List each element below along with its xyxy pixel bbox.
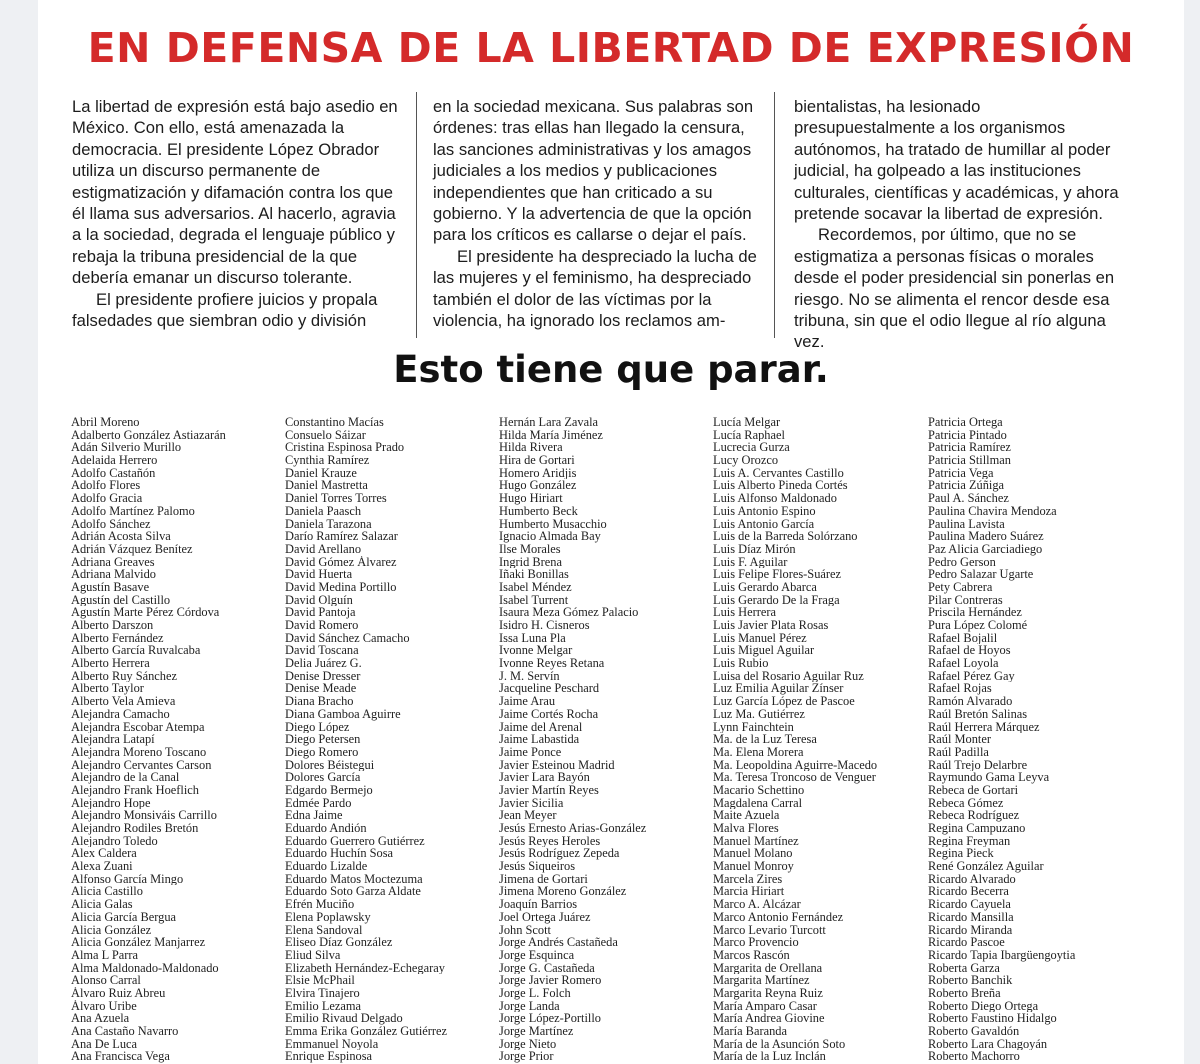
signatory-name: Elsie McPhail: [285, 974, 355, 987]
signatory-name: Patricia Ramírez: [928, 441, 1011, 455]
signatory-name: Darío Ramírez Salazar: [285, 530, 398, 543]
signatory-name: René González Aguilar: [928, 860, 1044, 873]
signatory-name: Alicia Castillo: [71, 885, 143, 899]
signatory-name: Ma. Elena Morera: [713, 745, 804, 759]
signatory-name: Margarita Reyna Ruiz: [713, 986, 823, 1000]
signatory-name: Raymundo Gama Leyva: [928, 771, 1050, 784]
signatory-name: Adolfo Sánchez: [71, 517, 151, 531]
signatory-name: Jorge Andrés Castañeda: [499, 936, 618, 949]
signatory-name: Rafael Rojas: [928, 682, 992, 696]
signatory-name: Alexa Zuani: [71, 860, 133, 873]
signatory-name: Patricia Pintado: [928, 428, 1007, 442]
signatory-name: Alejandro Rodiles Bretón: [71, 822, 199, 835]
signatory-name: Jorge López-Portillo: [499, 1012, 601, 1025]
signatory-name: Adelaida Herrero: [71, 454, 158, 467]
signatory-name: Alberto Vela Amieva: [71, 695, 176, 708]
signatory-name: Patricia Vega: [928, 466, 994, 480]
signatory-name: Eliseo Díaz González: [285, 936, 393, 949]
signatory-name: David Arellano: [285, 542, 362, 556]
signatory-name: Jesús Reyes Heroles: [499, 834, 601, 848]
signatory-name: Alicia García Bergua: [71, 910, 177, 924]
signatory-name: Lynn Fainchtein: [713, 720, 794, 734]
signatory-name: Luz Emilia Aguilar Zínser: [713, 682, 844, 696]
signatory-name: Ivonne Reyes Retana: [499, 657, 605, 670]
signatory-name: Ricardo Becerra: [928, 885, 1009, 899]
signatory-name: Maite Azuela: [713, 809, 780, 822]
signatory-name: Luis Alfonso Maldonado: [713, 492, 837, 505]
signatory-name: Adriana Malvido: [71, 568, 156, 581]
signatory-name: María Andrea Giovine: [713, 1012, 825, 1025]
signatory-name: Regina Pieck: [928, 847, 994, 861]
signatory-name: Rebeca Gómez: [928, 796, 1004, 810]
signatory-name: Joaquín Barrios: [499, 898, 578, 911]
paragraph: bientalistas, ha lesionado presupuestalmente a los organismos autónomos, ha tratado de humillar al poder judicial, ha golpeado a las instituciones culturales, científicas y académicas, y ahora pretende socavar la libertad de expresión.: [794, 97, 1119, 224]
signatory-name: Eduardo Huchín Sosa: [285, 847, 394, 861]
subheadline: Esto tiene que parar.: [393, 348, 829, 391]
signatory-name: Jacqueline Peschard: [499, 682, 600, 696]
signatory-name: Pilar Contreras: [928, 593, 1003, 607]
signatory-name: Ma. de la Luz Teresa: [713, 733, 817, 746]
signatory-name: Ana Castaño Navarro: [71, 1025, 179, 1038]
signatory-name: Paulina Lavista: [928, 517, 1005, 531]
signatory-name: Constantino Macías: [285, 416, 384, 429]
signatory-name: Pety Cabrera: [928, 580, 993, 594]
paragraph: en la sociedad mexicana. Sus palabras son órdenes: tras ellas han llegado la censura, las sanciones administrativas y los amagos judiciales a los medios y publicaciones independientes que han criticado a su gobierno. Y la advertencia de que la opción para los críticos es callarse o dejar el país.: [433, 97, 754, 245]
signatory-name: Lucía Raphael: [713, 428, 785, 442]
signatory-name: Alejandro Monsiváis Carrillo: [71, 809, 217, 822]
signatory-name: Edgardo Bermejo: [285, 783, 373, 797]
signatory-name: Alejandro Frank Hoeflich: [71, 783, 199, 797]
signatory-name: Ricardo Cayuela: [928, 898, 1011, 911]
signatory-name: Elizabeth Hernández-Echegaray: [285, 961, 445, 975]
signatory-name: Marcela Zires: [713, 872, 783, 886]
signatory-name: Alonso Carral: [71, 974, 141, 987]
signatory-name: Adolfo Flores: [71, 479, 141, 493]
signatory-name: María de la Asunción Soto: [713, 1037, 846, 1051]
signatory-name: David Pantoja: [285, 606, 356, 619]
signatory-name: Alejandra Camacho: [71, 707, 170, 721]
signatory-name: Alberto Herrera: [71, 657, 150, 670]
signatory-name: Alejandro Cervantes Carson: [71, 758, 212, 772]
signatory-name: Daniel Krauze: [285, 466, 357, 480]
signatory-name: Isabel Méndez: [499, 580, 572, 594]
signatory-name: Eduardo Andión: [285, 822, 367, 835]
signatory-name: Alicia Galas: [71, 898, 133, 911]
signatory-name: Regina Campuzano: [928, 822, 1026, 835]
signatory-name: David Gómez Álvarez: [285, 555, 397, 569]
signatory-name: Denise Dresser: [285, 669, 361, 683]
signatory-name: Ma. Leopoldina Aguirre-Macedo: [713, 758, 878, 772]
signatory-name: Luz García López de Pascoe: [713, 695, 855, 708]
signatory-name: Jorge Martínez: [499, 1025, 574, 1038]
signatory-name: Alejandra Moreno Toscano: [71, 745, 207, 759]
signatory-name: Hira de Gortari: [499, 454, 575, 467]
signatory-name: Luis Díaz Mirón: [713, 542, 796, 556]
signatory-name: Jorge L. Folch: [499, 986, 571, 1000]
signatory-name: John Scott: [499, 923, 551, 937]
signatory-name: Margarita de Orellana: [713, 961, 823, 975]
signatory-name: Agustín Marte Pérez Córdova: [71, 606, 220, 619]
signatory-name: Macario Schettino: [713, 783, 805, 797]
signatory-name: Javier Esteinou Madrid: [499, 758, 615, 772]
signatory-name: Manuel Martínez: [713, 834, 799, 848]
signatories-column-3: [499, 416, 711, 1063]
signatory-name: Ilse Morales: [499, 542, 561, 556]
signatory-name: Luis Alberto Pineda Cortés: [713, 479, 848, 493]
signatory-name: Emma Erika González Gutiérrez: [285, 1025, 448, 1038]
signatory-name: Raúl Herrera Márquez: [928, 720, 1040, 734]
signatory-name: Luis Antonio García: [713, 517, 815, 531]
signatory-name: Roberto Machorro: [928, 1050, 1020, 1064]
signatory-name: Patricia Zúñiga: [928, 479, 1005, 493]
signatory-name: Marcia Hiriart: [713, 885, 785, 899]
signatory-name: Dolores Béistegui: [285, 758, 375, 772]
signatory-name: Daniela Tarazona: [285, 517, 372, 531]
signatory-name: Marcos Rascón: [713, 948, 790, 962]
signatory-name: David Olguín: [285, 593, 353, 607]
signatory-name: Alicia González: [71, 923, 152, 937]
signatory-name: Raúl Padilla: [928, 745, 989, 759]
signatory-name: Rebeca de Gortari: [928, 783, 1019, 797]
signatory-name: David Huerta: [285, 568, 353, 581]
signatory-name: Paulina Chavira Mendoza: [928, 504, 1057, 518]
signatory-name: Luis Herrera: [713, 606, 776, 619]
signatory-name: María Baranda: [713, 1025, 787, 1038]
signatory-name: Elena Poplawsky: [285, 910, 371, 924]
paragraph: El presidente ha despreciado la lucha de las mujeres y el feminismo, ha despreciado también el dolor de las víctimas por la violencia, ha ignorado los reclamos am-: [433, 246, 757, 331]
signatory-name: Luis Felipe Flores-Suárez: [713, 568, 842, 581]
signatory-name: Alejandro de la Canal: [71, 771, 180, 784]
signatory-name: Rebeca Rodríguez: [928, 809, 1020, 822]
signatory-name: J. M. Servín: [499, 669, 560, 683]
signatory-name: David Sánchez Camacho: [285, 631, 410, 645]
signatory-name: Roberto Gavaldón: [928, 1025, 1020, 1038]
signatory-name: Diana Gamboa Aguirre: [285, 707, 401, 721]
signatory-name: Margarita Martínez: [713, 974, 810, 987]
signatory-name: Lucía Melgar: [713, 416, 781, 429]
signatory-name: Alex Caldera: [71, 847, 137, 861]
signatory-name: Dolores García: [285, 771, 361, 784]
signatory-name: Jimena de Gortari: [499, 872, 588, 886]
signatory-name: Rafael Bojalil: [928, 631, 998, 645]
signatory-name: Alejandra Latapí: [71, 733, 155, 746]
signatory-name: Adolfo Gracia: [71, 492, 143, 505]
signatories-column-1: [71, 416, 283, 1063]
signatory-name: Ricardo Alvarado: [928, 872, 1016, 886]
signatory-name: Luz Ma. Gutiérrez: [713, 707, 805, 721]
signatory-name: Ivonne Melgar: [499, 644, 573, 658]
signatory-name: Paul A. Sánchez: [928, 492, 1009, 505]
signatory-name: Diego Romero: [285, 745, 359, 759]
signatory-name: Raúl Bretón Salinas: [928, 707, 1028, 721]
signatory-name: Alejandra Escobar Atempa: [71, 720, 205, 734]
signatory-name: Rafael de Hoyos: [928, 644, 1011, 658]
signatory-name: Luis Gerardo De la Fraga: [713, 593, 840, 607]
signatory-name: Ricardo Tapia Ibargüengoytia: [928, 948, 1076, 962]
signatory-name: Luis Antonio Espino: [713, 504, 816, 518]
signatory-name: Issa Luna Pla: [499, 631, 566, 645]
signatory-name: Alma Maldonado-Maldonado: [71, 961, 219, 975]
signatory-name: Emmanuel Noyola: [285, 1037, 379, 1051]
signatory-name: Alberto Darszon: [71, 619, 154, 632]
signatory-name: Roberta Garza: [928, 961, 1000, 975]
newspaper-page: [38, 0, 1184, 1064]
signatory-name: Luis Manuel Pérez: [713, 631, 807, 645]
signatory-name: Isabel Turrent: [499, 593, 569, 607]
signatory-name: Javier Martín Reyes: [499, 783, 599, 797]
signatory-name: Joel Ortega Juárez: [499, 910, 591, 924]
signatory-name: Daniela Paasch: [285, 504, 362, 518]
signatory-name: Jesús Ernesto Arias-González: [499, 822, 647, 835]
signatory-name: Luis Miguel Aguilar: [713, 644, 815, 658]
paragraph: El presidente profiere juicios y propala falsedades que siembran odio y división: [72, 289, 378, 331]
signatory-name: Hugo González: [499, 479, 577, 493]
signatory-name: Iñaki Bonillas: [499, 568, 569, 581]
signatory-name: Luis de la Barreda Solórzano: [713, 530, 858, 543]
signatory-name: Ricardo Pascoe: [928, 936, 1005, 949]
signatory-name: Ingrid Brena: [499, 555, 562, 569]
signatory-name: Regina Freyman: [928, 834, 1011, 848]
signatory-name: Paz Alicia Garciadiego: [928, 542, 1043, 556]
statement-column-1: [72, 96, 402, 331]
signatory-name: Ricardo Miranda: [928, 923, 1013, 937]
signatory-name: Adriana Greaves: [71, 555, 155, 569]
signatory-name: Jaime Labastida: [499, 733, 580, 746]
headline: EN DEFENSA DE LA LIBERTAD DE EXPRESIÓN: [87, 24, 1135, 72]
signatory-name: Jorge Javier Romero: [499, 974, 602, 987]
signatory-name: Eduardo Matos Moctezuma: [285, 872, 423, 886]
signatory-name: Patricia Stillman: [928, 454, 1011, 467]
signatory-name: Cristina Espinosa Prado: [285, 441, 405, 455]
signatory-name: Pedro Salazar Ugarte: [928, 568, 1034, 581]
signatory-name: Patricia Ortega: [928, 416, 1003, 429]
signatory-name: Isaura Meza Gómez Palacio: [499, 606, 639, 619]
paragraph: La libertad de expresión está bajo asedio en México. Con ello, está amenazada la democracia. El presidente López Obrador utiliza un discurso permanente de estigmatización y difamación contra los que él llama sus adversarios. Al hacerlo, agravia a la sociedad, degrada el lenguaje público y rebaja la tribuna presidencial de la que debería emanar un discurso tolerante.: [72, 97, 398, 288]
signatory-name: Jesús Siqueiros: [499, 860, 576, 873]
signatory-name: Priscila Hernández: [928, 606, 1022, 619]
statement-body: [72, 96, 1132, 352]
signatory-name: Alberto García Ruvalcaba: [71, 644, 201, 658]
signatory-name: Jorge G. Castañeda: [499, 961, 595, 975]
signatory-name: Rafael Loyola: [928, 657, 999, 670]
signatory-name: Roberto Lara Chagoyán: [928, 1037, 1048, 1051]
signatories-column-2: [285, 416, 497, 1063]
signatory-name: Consuelo Sáizar: [285, 428, 366, 442]
signatory-name: Luis Javier Plata Rosas: [713, 619, 829, 632]
signatory-name: Adrián Vázquez Benítez: [71, 542, 193, 556]
signatory-name: David Toscana: [285, 644, 359, 658]
signatory-name: Diana Bracho: [285, 695, 354, 708]
signatory-name: Cynthia Ramírez: [285, 454, 370, 467]
signatory-name: Manuel Monroy: [713, 860, 794, 873]
signatory-name: Roberto Banchik: [928, 974, 1013, 987]
signatory-name: Jorge Nieto: [499, 1037, 557, 1051]
statement-column-3: [794, 96, 1124, 353]
signatory-name: Pedro Gerson: [928, 555, 996, 569]
signatory-name: Eliud Silva: [285, 948, 341, 962]
signatory-name: Agustín del Castillo: [71, 593, 171, 607]
signatory-name: Ana De Luca: [71, 1037, 138, 1051]
signatory-name: Ana Francisca Vega: [71, 1050, 170, 1064]
signatory-name: Jorge Esquinca: [499, 948, 575, 962]
signatory-name: Magdalena Carral: [713, 796, 803, 810]
signatory-name: Marco Provencio: [713, 936, 799, 949]
signatory-name: Jaime Cortés Rocha: [499, 707, 599, 721]
signatory-name: Alberto Fernández: [71, 631, 164, 645]
signatory-name: Malva Flores: [713, 822, 779, 835]
signatory-name: Álvaro Uribe: [71, 999, 137, 1013]
signatory-name: Hilda Rivera: [499, 441, 563, 455]
signatory-name: Luisa del Rosario Aguilar Ruz: [713, 669, 864, 683]
signatory-name: Alejandro Hope: [71, 796, 151, 810]
signatory-name: Delia Juárez G.: [285, 657, 362, 670]
signatory-name: Adolfo Castañón: [71, 466, 156, 480]
signatory-name: Ignacio Almada Bay: [499, 530, 601, 543]
signatory-name: Adrián Acosta Silva: [71, 530, 171, 543]
signatory-name: Ricardo Mansilla: [928, 910, 1014, 924]
signatory-name: Alicia González Manjarrez: [71, 936, 206, 949]
signatory-name: Javier Sicilia: [499, 796, 564, 810]
statement-column-2: [433, 96, 763, 331]
signatory-name: David Medina Portillo: [285, 580, 397, 594]
signatory-name: Roberto Faustino Hidalgo: [928, 1012, 1057, 1025]
signatory-name: Hilda María Jiménez: [499, 428, 603, 442]
signatory-name: Hugo Hiriart: [499, 492, 563, 505]
signatory-name: Raúl Monter: [928, 733, 991, 746]
signatory-name: María Amparo Casar: [713, 999, 817, 1013]
signatory-name: Raúl Trejo Delarbre: [928, 758, 1028, 772]
signatory-name: Daniel Torres Torres: [285, 492, 387, 505]
signatory-name: Alfonso García Mingo: [71, 872, 184, 886]
signatory-name: Marco A. Alcázar: [713, 898, 801, 911]
signatory-name: Emilio Lezama: [285, 999, 362, 1013]
signatory-name: Alberto Taylor: [71, 682, 144, 696]
signatory-name: Humberto Musacchio: [499, 517, 607, 531]
signatory-name: Ma. Teresa Troncoso de Venguer: [713, 771, 876, 784]
signatory-name: María de la Luz Inclán: [713, 1050, 826, 1064]
signatory-name: Marco Antonio Fernández: [713, 910, 844, 924]
signatory-name: Homero Aridjis: [499, 466, 577, 480]
signatories-column-5: [928, 416, 1140, 1063]
signatory-name: Roberto Diego Ortega: [928, 999, 1039, 1013]
signatory-name: Lucrecia Gurza: [713, 441, 790, 455]
signatory-name: Javier Lara Bayón: [499, 771, 590, 784]
signatory-name: Jesús Rodríguez Zepeda: [499, 847, 620, 861]
signatory-name: Humberto Beck: [499, 504, 578, 518]
signatory-name: Agustín Basave: [71, 580, 150, 594]
signatory-name: Marco Levario Turcott: [713, 923, 826, 937]
signatory-name: Luis F. Aguilar: [713, 555, 788, 569]
signatory-name: Luis A. Cervantes Castillo: [713, 466, 844, 480]
signatory-name: Jorge Prior: [499, 1050, 554, 1064]
paragraph: Recordemos, por último, que no se estigmatiza a personas físicas o morales desde el poder presidencial sin ponerlas en riesgo. No se alimenta el rencor desde esa tribuna, sin que el odio llegue al río alguna vez.: [794, 225, 1115, 352]
signatory-name: Pura López Colomé: [928, 619, 1028, 632]
signatory-name: Diego López: [285, 720, 350, 734]
signatory-name: Paulina Madero Suárez: [928, 530, 1044, 543]
signatory-name: Denise Meade: [285, 682, 357, 696]
signatory-name: Enrique Espinosa: [285, 1050, 373, 1064]
signatory-name: Daniel Mastretta: [285, 479, 368, 493]
signatory-name: Rafael Pérez Gay: [928, 669, 1015, 683]
signatory-name: Diego Petersen: [285, 733, 361, 746]
signatory-name: Adalberto González Astiazarán: [71, 428, 226, 442]
signatory-name: Lucy Orozco: [713, 454, 779, 467]
signatory-name: Jaime Ponce: [499, 745, 562, 759]
signatory-name: Manuel Molano: [713, 847, 793, 861]
signatory-name: Abril Moreno: [71, 416, 140, 429]
signatory-name: Isidro H. Cisneros: [499, 619, 590, 632]
signatory-name: Alejandro Toledo: [71, 834, 158, 848]
signatory-name: Alberto Ruy Sánchez: [71, 669, 177, 683]
signatory-name: Efrén Muciño: [285, 898, 355, 911]
signatory-name: Elvira Tinajero: [285, 986, 360, 1000]
signatory-name: Alma L Parra: [71, 948, 138, 962]
signatory-name: Edna Jaime: [285, 809, 343, 822]
signatory-name: Emilio Rivaud Delgado: [285, 1012, 403, 1025]
signatory-name: Álvaro Ruiz Abreu: [71, 986, 166, 1000]
signatory-name: Edmée Pardo: [285, 796, 352, 810]
signatory-name: Eduardo Lizalde: [285, 860, 368, 873]
signatory-name: Elena Sandoval: [285, 923, 363, 937]
signatory-name: Eduardo Soto Garza Aldate: [285, 885, 421, 899]
signatory-name: Hernán Lara Zavala: [499, 416, 599, 429]
signatory-name: David Romero: [285, 619, 359, 632]
signatory-name: Ana Azuela: [71, 1012, 130, 1025]
signatory-name: Adán Silverio Murillo: [71, 441, 182, 455]
signatory-name: Eduardo Guerrero Gutiérrez: [285, 834, 425, 848]
signatory-name: Luis Rubio: [713, 657, 769, 670]
signatory-name: Jorge Landa: [499, 999, 560, 1013]
signatory-name: Jimena Moreno González: [499, 885, 627, 899]
signatory-name: Roberto Breña: [928, 986, 1001, 1000]
signatory-name: Jean Meyer: [499, 809, 557, 822]
signatory-name: Jaime Arau: [499, 695, 556, 708]
signatory-name: Ramón Alvarado: [928, 695, 1013, 708]
signatory-name: Jaime del Arenal: [499, 720, 583, 734]
signatory-name: Luis Gerardo Abarca: [713, 580, 817, 594]
signatories-column-4: [713, 416, 925, 1063]
signatory-name: Adolfo Martínez Palomo: [71, 504, 195, 518]
